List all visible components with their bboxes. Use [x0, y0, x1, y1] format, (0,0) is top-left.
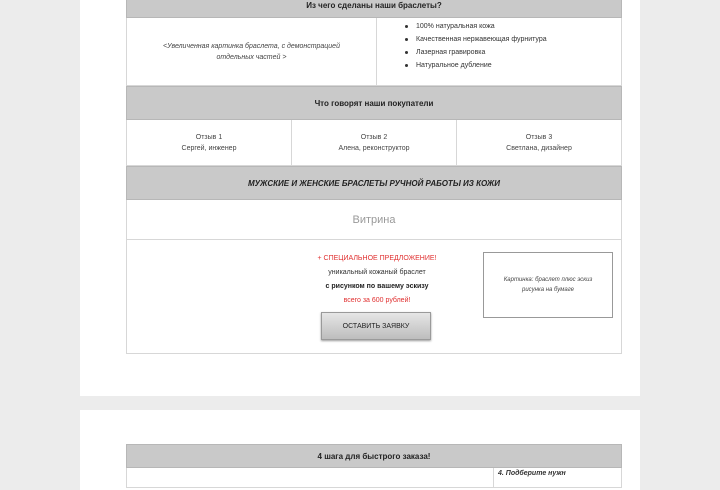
materials-section	[126, 18, 622, 86]
review-label: Отзыв 1	[195, 133, 223, 141]
step-4-label: 4. Подберите нужн	[498, 470, 566, 477]
materials-list	[405, 20, 621, 72]
steps-column-left	[127, 468, 494, 487]
materials-heading	[126, 0, 622, 18]
offer-text	[277, 252, 477, 308]
submit-request-label: ОСТАВИТЬ ЗАЯВКУ	[342, 322, 410, 330]
materials-list-wrap	[377, 18, 621, 85]
review-label: Отзыв 2	[360, 133, 388, 141]
special-offer-section	[126, 240, 622, 354]
review-card	[456, 120, 621, 165]
review-label: Отзыв 3	[525, 133, 553, 141]
review-author: Светлана, дизайнер	[506, 144, 572, 152]
vitrina-label: Витрина	[352, 213, 396, 226]
steps-heading	[126, 444, 622, 468]
materials-caption: <Увеличенная картинка браслета, с демонстрацией отдельных частей >	[163, 42, 340, 61]
reviews-section	[126, 120, 622, 166]
steps-title: 4 шага для быстрого заказа!	[317, 451, 431, 461]
offer-image-caption: Картинка: браслет плюс эскиз рисунка на бумаге	[503, 277, 593, 293]
steps-section	[126, 468, 622, 488]
reviews-heading	[126, 86, 622, 120]
steps-column-right	[494, 468, 621, 487]
materials-item: Натуральное дубление	[405, 59, 621, 72]
review-author: Сергей, инженер	[181, 144, 237, 152]
vitrina-section	[126, 200, 622, 240]
handmade-title: МУЖСКИЕ И ЖЕНСКИЕ БРАСЛЕТЫ РУЧНОЙ РАБОТЫ ИЗ КОЖИ	[247, 178, 501, 188]
offer-line-1: уникальный кожаный браслет	[328, 269, 426, 276]
submit-request-button[interactable]	[321, 312, 431, 340]
materials-item: 100% натуральная кожа	[405, 20, 621, 33]
offer-price: всего за 600 рублей!	[343, 297, 411, 304]
review-card	[127, 120, 291, 165]
review-card	[291, 120, 456, 165]
materials-image-placeholder	[127, 18, 377, 85]
reviews-title: Что говорят наши покупатели	[314, 98, 434, 108]
review-author: Алена, реконструктор	[338, 144, 410, 152]
offer-headline: + СПЕЦИАЛЬНОЕ ПРЕДЛОЖЕНИЕ!	[317, 255, 437, 262]
offer-image-placeholder	[483, 252, 613, 318]
materials-item: Качественная нержавеющая фурнитура	[405, 33, 621, 46]
materials-title: Из чего сделаны наши браслеты?	[306, 0, 442, 10]
offer-line-2: с рисунком по вашему эскизу	[325, 283, 429, 290]
handmade-heading	[126, 166, 622, 200]
materials-item: Лазерная гравировка	[405, 46, 621, 59]
